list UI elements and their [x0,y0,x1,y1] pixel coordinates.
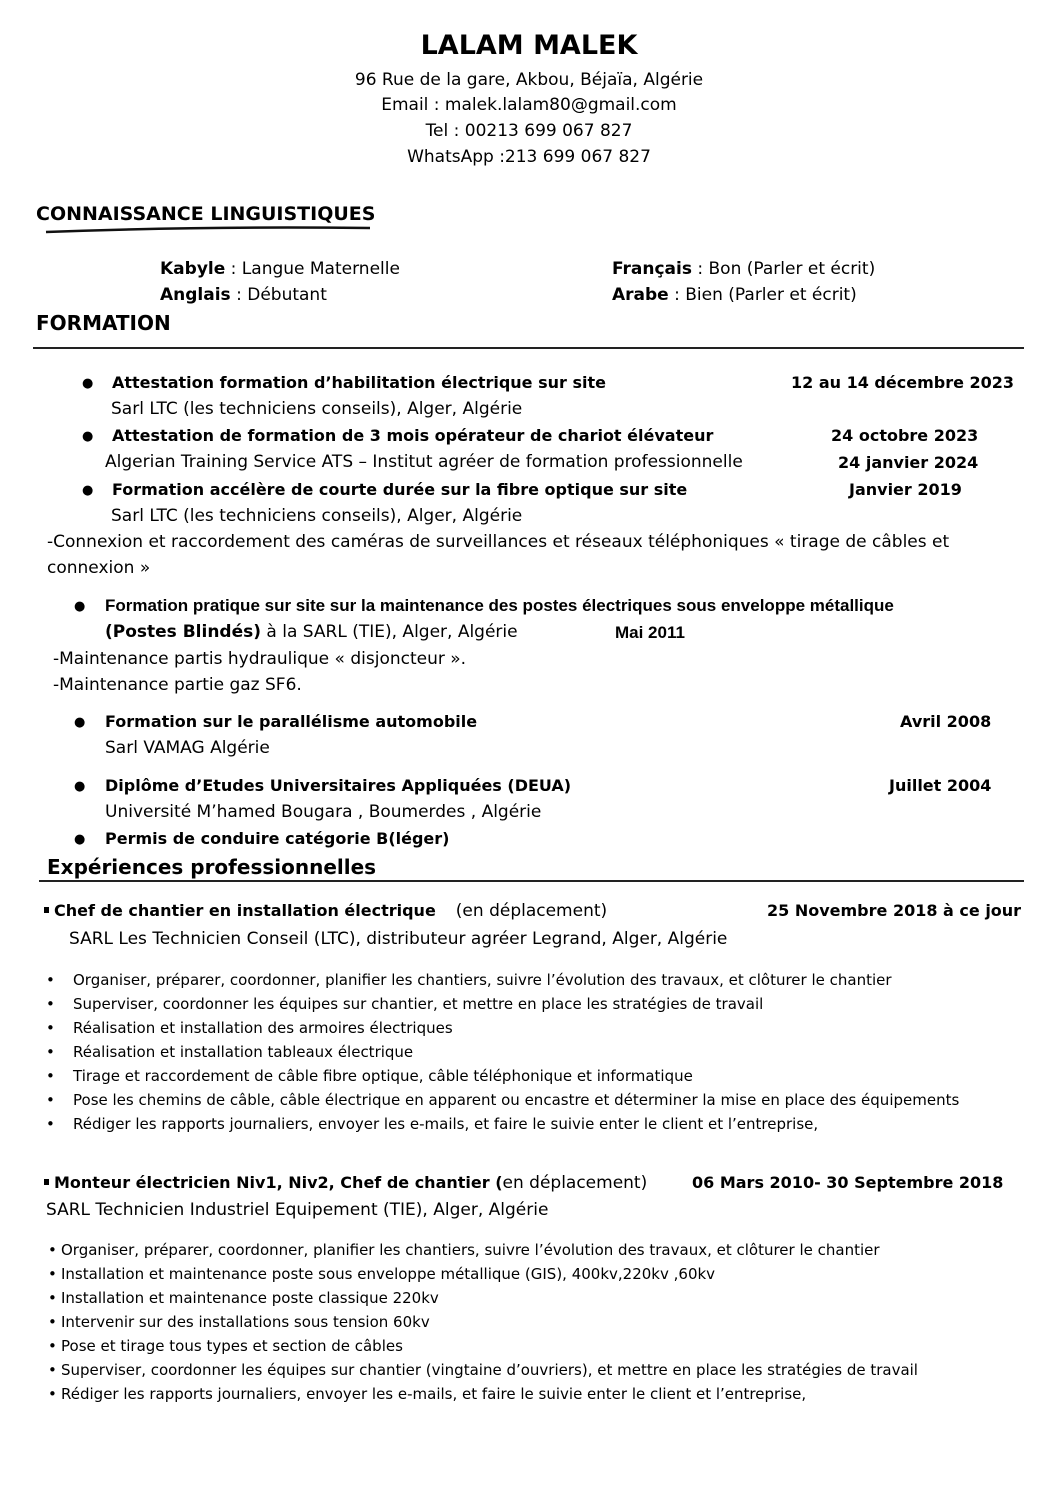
job-task-list [46,968,959,1136]
formation-item-note: -Maintenance partie gaz SF6. [53,675,302,695]
bullet-icon: • [46,1067,55,1085]
square-bullet-icon [44,907,49,913]
candidate-name: LALAM MALEK [420,30,638,61]
bullet-icon: ● [74,832,86,847]
formation-divider [33,347,1024,349]
language-arabe: Arabe : Bien (Parler et écrit) [612,285,857,305]
job-company: SARL Technicien Industriel Equipement (TIE), Alger, Algérie [46,1200,549,1220]
email: Email : malek.lalam80@gmail.com [381,95,677,115]
languages-title: CONNAISSANCE LINGUISTIQUES [36,203,376,225]
list-item: • Installation et maintenance poste sous enveloppe métallique (GIS), 400kv,220kv ,60kv [48,1262,918,1286]
list-item: • Intervenir sur des installations sous tension 60kv [48,1310,918,1334]
list-item: • Rédiger les rapports journaliers, envoyer les e-mails, et faire le suivie enter le client et l’entreprise, [48,1382,918,1406]
formation-item-date: Juillet 2004 [889,776,992,795]
job-company: SARL Les Technicien Conseil (LTC), distributeur agréer Legrand, Alger, Algérie [69,929,728,949]
list-item: • Réalisation et installation tableaux électrique [46,1040,959,1064]
formation-item-date: 12 au 14 décembre 2023 [791,373,1015,392]
list-item: • Superviser, coordonner les équipes sur chantier (vingtaine d’ouvriers), et mettre en place les stratégies de travail [48,1358,918,1382]
formation-item-org: Sarl LTC (les techniciens conseils), Alger, Algérie [111,506,523,526]
formation-title: FORMATION [36,311,171,335]
formation-item-date: Janvier 2019 [849,480,962,499]
list-item: • Pose les chemins de câble, câble électrique en apparent ou encastre et déterminer la mise en place des équipements [46,1088,959,1112]
formation-item-note: connexion » [47,558,151,578]
bullet-icon: ● [74,715,86,730]
formation-item-date: 24 octobre 2023 [831,426,979,445]
job-date: 25 Novembre 2018 à ce jour [767,901,1022,920]
list-item: • Tirage et raccordement de câble fibre optique, câble téléphonique et informatique [46,1064,959,1088]
formation-item-org: Algerian Training Service ATS – Institut agréer de formation professionnelle [105,452,743,472]
list-item: • Installation et maintenance poste classique 220kv [48,1286,918,1310]
bullet-icon: • [46,995,55,1013]
formation-item-title: Formation accélère de courte durée sur la fibre optique sur site [112,480,688,499]
bullet-icon: • [48,1265,57,1283]
bullet-icon: ● [74,779,86,794]
bullet-icon: • [48,1313,57,1331]
formation-item-title: Formation sur le parallélisme automobile [105,712,478,731]
experience-title: Expériences professionnelles [47,855,377,879]
list-item: • Réalisation et installation des armoires électriques [46,1016,959,1040]
square-bullet-icon [44,1179,49,1185]
bullet-icon: • [46,1091,55,1109]
formation-item-org: Université M’hamed Bougara , Boumerdes , Algérie [105,802,542,822]
bullet-icon: • [48,1289,57,1307]
formation-item-note: -Connexion et raccordement des caméras de surveillances et réseaux téléphoniques « tirage de câbles et [47,532,950,552]
formation-item-title: Formation pratique sur site sur la maintenance des postes électriques sous enveloppe métallique [105,596,894,615]
job-date: 06 Mars 2010- 30 Septembre 2018 [692,1173,1004,1192]
list-item: • Superviser, coordonner les équipes sur chantier, et mettre en place les stratégies de travail [46,992,959,1016]
formation-item-date: Mai 2011 [615,623,685,642]
phone: Tel : 00213 699 067 827 [425,121,633,141]
bullet-icon: ● [82,429,94,444]
address: 96 Rue de la gare, Akbou, Béjaïa, Algérie [354,70,704,90]
bullet-icon: • [46,1115,55,1133]
formation-item-title: Attestation formation d’habilitation électrique sur site [112,373,606,392]
experience-divider [39,880,1024,882]
job-title-line: Monteur électricien Niv1, Niv2, Chef de chantier (en déplacement) [54,1173,648,1193]
bullet-icon: • [48,1241,57,1259]
bullet-icon: ● [82,376,94,391]
whatsapp: WhatsApp :213 699 067 827 [407,147,651,167]
bullet-icon: ● [74,599,86,614]
formation-item-note: -Maintenance partis hydraulique « disjoncteur ». [53,649,467,669]
bullet-icon: • [46,1019,55,1037]
formation-item-org: Sarl LTC (les techniciens conseils), Alger, Algérie [111,399,523,419]
formation-item-title: Attestation de formation de 3 mois opérateur de chariot élévateur [112,426,714,445]
bullet-icon: • [48,1361,57,1379]
formation-item-date: 24 janvier 2024 [838,453,979,472]
list-item: • Organiser, préparer, coordonner, planifier les chantiers, suivre l’évolution des travaux, et clôturer le chantier [46,968,959,992]
languages-underline [44,224,372,236]
formation-item-org: Sarl VAMAG Algérie [105,738,270,758]
formation-item-org-line: (Postes Blindés) à la SARL (TIE), Alger, Algérie [105,622,518,642]
formation-item-title: Permis de conduire catégorie B(léger) [105,829,450,848]
formation-item-date: Avril 2008 [900,712,992,731]
job-title-line: Chef de chantier en installation électrique (en déplacement) [54,901,608,921]
formation-item-title: Diplôme d’Etudes Universitaires Appliquées (DEUA) [105,776,572,795]
list-item: • Organiser, préparer, coordonner, planifier les chantiers, suivre l’évolution des travaux, et clôturer le chantier [48,1238,918,1262]
bullet-icon: • [48,1385,57,1403]
bullet-icon: • [48,1337,57,1355]
list-item: • Rédiger les rapports journaliers, envoyer les e-mails, et faire le suivie enter le client et l’entreprise, [46,1112,959,1136]
language-kabyle: Kabyle : Langue Maternelle [160,259,400,279]
language-francais: Français : Bon (Parler et écrit) [612,259,876,279]
bullet-icon: ● [82,483,94,498]
bullet-icon: • [46,971,55,989]
bullet-icon: • [46,1043,55,1061]
language-anglais: Anglais : Débutant [160,285,327,305]
job-task-list [48,1238,918,1406]
list-item: • Pose et tirage tous types et section de câbles [48,1334,918,1358]
